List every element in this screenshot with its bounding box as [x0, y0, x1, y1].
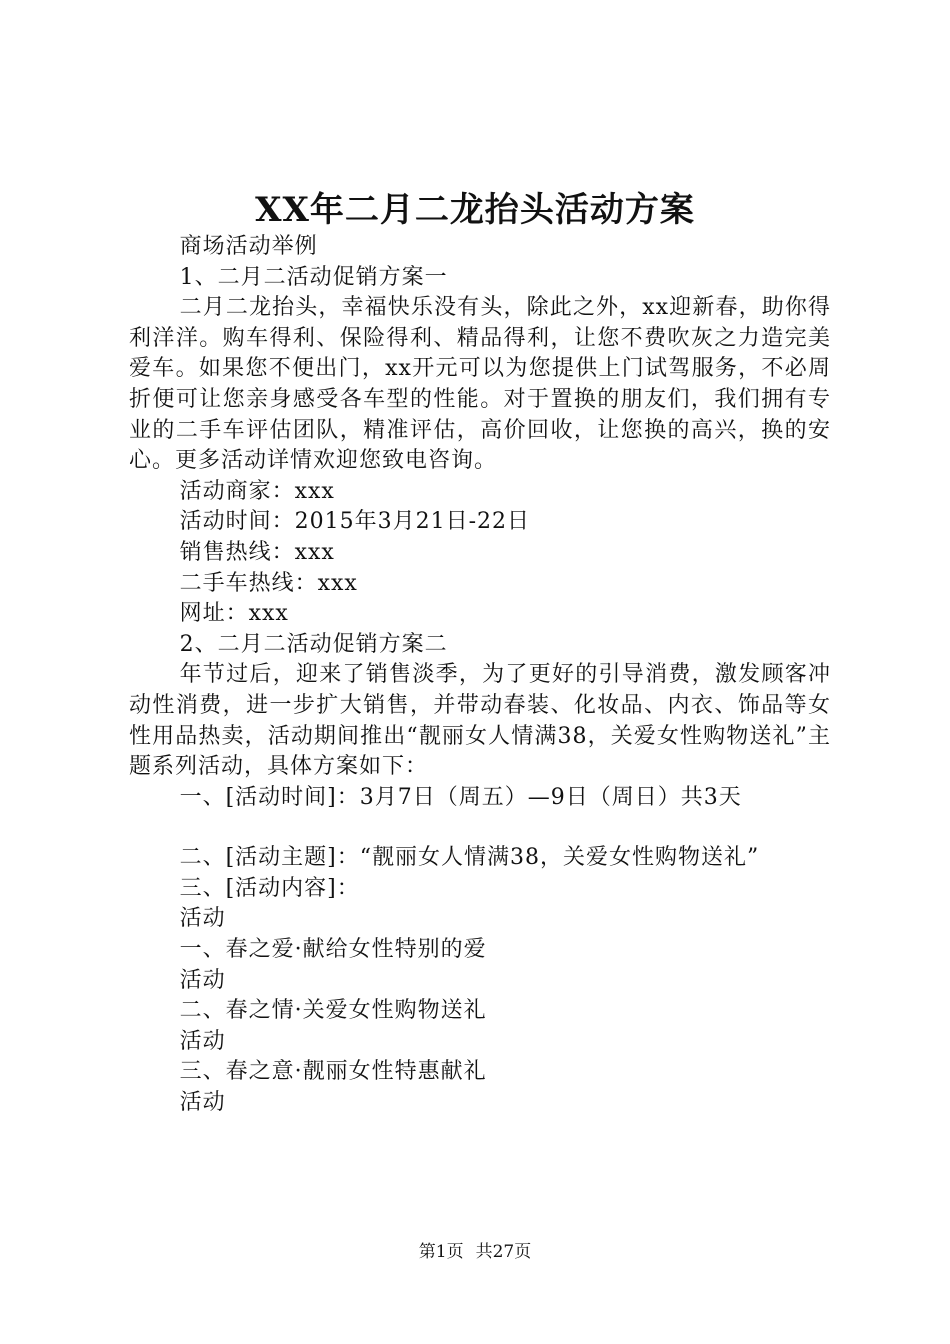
- paragraph-activity-content: 三、[活动内容]：: [179, 875, 360, 901]
- document-body: [129, 232, 831, 1119]
- paragraph-plan-two-body: 年节过后，迎来了销售淡季，为了更好的引导消费，激发顾客冲动性消费，进一步扩大销售，并带动春装、化妆品、内衣、饰品等女性用品热卖，活动期间推出“靓丽女人情满38，关爱女性购物送礼”主题系列活动，具体方案如下：: [129, 662, 831, 780]
- paragraph-activity-label: 活动: [179, 1090, 226, 1116]
- document-title: XX年二月二龙抬头活动方案: [255, 190, 695, 230]
- paragraph-event-time: 活动时间：2015年3月21日-22日: [179, 509, 531, 535]
- paragraph-mall-examples: 商场活动举例: [179, 234, 318, 259]
- paragraph-activity-time: 一、[活动时间]：3月7日（周五）—9日（周日）共3天: [179, 784, 742, 810]
- paragraph-activity-two: 二、春之情·关爱女性购物送礼: [179, 998, 487, 1024]
- page-number: 第1页: [418, 1242, 464, 1262]
- page-total: 共27页: [475, 1242, 532, 1262]
- paragraph-plan-one-body: 二月二龙抬头，幸福快乐没有头，除此之外，xx迎新春，助你得利洋洋。购车得利、保险得利、精品得利，让您不费吹灰之力造完美爱车。如果您不便出门，xx开元可以为您提供上门试驾服务，不必周折便可让您亲身感受各车型的性能。对于置换的朋友们，我们拥有专业的二手车评估团队，精准评估，高价回收，让您换的高兴，换的安心。更多活动详情欢迎您致电咨询。: [129, 295, 831, 474]
- paragraph-activity-theme: 二、[活动主题]：“靓丽女人情满38，关爱女性购物送礼”: [179, 845, 760, 871]
- paragraph-activity-three: 三、春之意·靓丽女性特惠献礼: [179, 1059, 487, 1085]
- paragraph-spacer: [129, 813, 831, 843]
- heading-plan-two: 2、二月二活动促销方案二: [179, 631, 448, 657]
- paragraph-activity-one: 一、春之爱·献给女性特别的爱: [179, 937, 487, 963]
- page-footer: [0, 1240, 950, 1264]
- paragraph-merchant: 活动商家：xxx: [179, 478, 335, 504]
- heading-plan-one: 1、二月二活动促销方案一: [179, 264, 448, 290]
- paragraph-sales-hotline: 销售热线：xxx: [179, 539, 335, 565]
- paragraph-used-car-hotline: 二手车热线：xxx: [179, 570, 358, 596]
- paragraph-activity-label: 活动: [179, 967, 226, 993]
- paragraph-activity-label: 活动: [179, 1028, 226, 1054]
- paragraph-website: 网址：xxx: [179, 601, 289, 627]
- paragraph-activity-label: 活动: [179, 906, 226, 932]
